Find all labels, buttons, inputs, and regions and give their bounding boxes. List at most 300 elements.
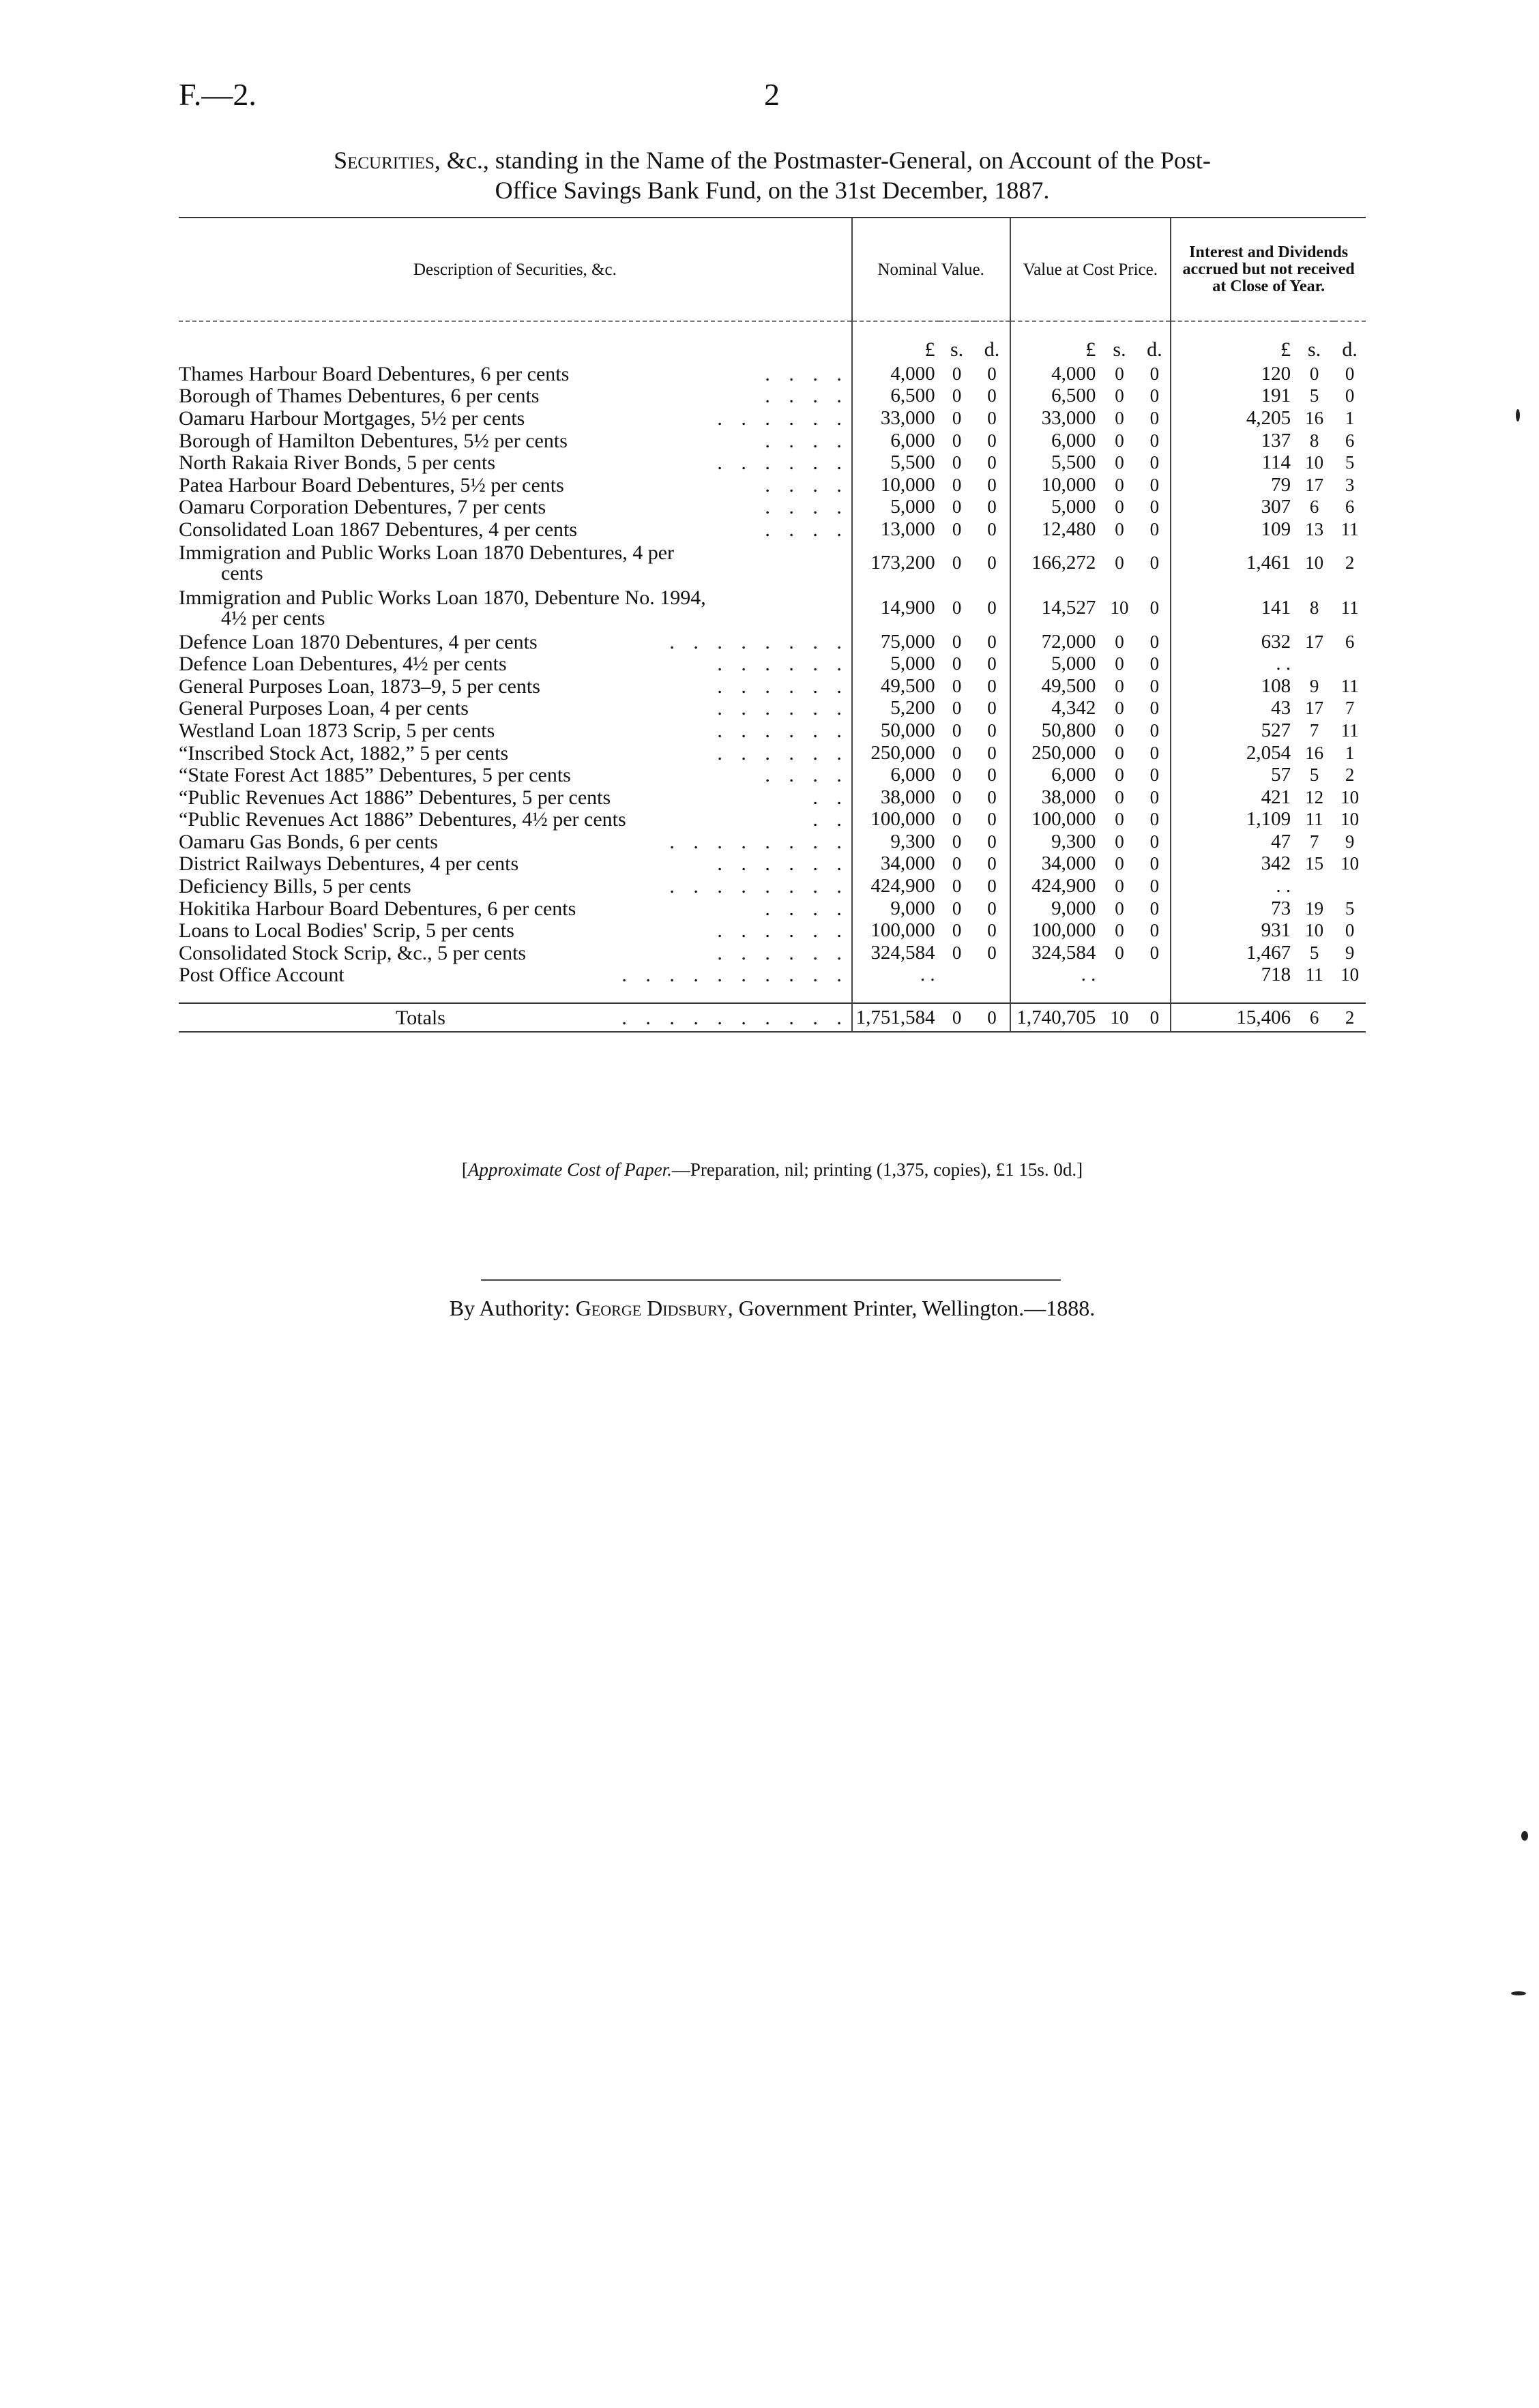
- leader-dots: . . . .: [765, 429, 849, 452]
- totals-row: [179, 1003, 1366, 1032]
- interest-pence: 2: [1345, 552, 1355, 574]
- interest-shillings: 16: [1305, 742, 1324, 763]
- title-rest: , &c., standing in the Name of the Postmaster-General, on Account of the Post-: [434, 147, 1211, 174]
- leader-dots: . . . . . .: [717, 719, 849, 742]
- interest-shillings: 11: [1305, 809, 1323, 830]
- table-row: [179, 407, 1366, 430]
- nominal-pounds: 49,500: [852, 675, 939, 698]
- authority-suffix: , Government Printer, Wellington.—1888.: [727, 1296, 1096, 1320]
- interest-pounds: 57: [1171, 764, 1295, 786]
- nominal-pounds: 13,000: [852, 518, 939, 541]
- nominal-shillings: 0: [952, 474, 962, 495]
- unit-pence: d.: [1147, 338, 1162, 361]
- unit-pounds: £: [852, 321, 939, 363]
- cost-pence: 0: [1149, 831, 1160, 852]
- spacer-cell: [179, 986, 852, 1003]
- leader-dots: . . . . . .: [717, 852, 849, 876]
- interest-pounds: 4,205: [1171, 407, 1295, 430]
- nominal-pence: 0: [987, 698, 997, 719]
- cost-pence: 0: [1149, 552, 1160, 574]
- security-description: [179, 786, 852, 809]
- nominal-shillings: 0: [952, 764, 962, 786]
- interest-pence: 10: [1340, 809, 1360, 830]
- cost-pence: 0: [1149, 698, 1160, 719]
- nominal-pence: 0: [987, 430, 997, 451]
- interest-shillings: 8: [1309, 597, 1319, 619]
- unit-pounds: £: [1171, 321, 1295, 363]
- security-description: [179, 474, 852, 496]
- cost-pounds: 6,500: [1010, 385, 1100, 408]
- security-description: [179, 875, 852, 897]
- nominal-pence: 0: [987, 597, 997, 619]
- table-row: [179, 496, 1366, 519]
- interest-pounds: 108: [1171, 675, 1295, 698]
- cost-pounds: 250,000: [1010, 742, 1100, 764]
- cost-shillings: 0: [1115, 876, 1124, 897]
- cost-pounds: 424,900: [1010, 875, 1100, 897]
- nominal-pence: 0: [987, 675, 997, 696]
- interest-pence: 11: [1340, 675, 1359, 696]
- cost-pounds: 5,500: [1010, 451, 1100, 474]
- cost-shillings: 10: [1100, 1003, 1139, 1032]
- nominal-pounds: 6,000: [852, 430, 939, 452]
- nominal-shillings: 0: [952, 430, 962, 451]
- cost-pounds: 33,000: [1010, 407, 1100, 430]
- interest-pounds: 73: [1171, 897, 1295, 920]
- nominal-shillings: 0: [952, 942, 962, 963]
- nominal-pence: 0: [987, 496, 997, 518]
- interest-shillings: 5: [1309, 942, 1319, 963]
- leader-dots: . . . . . .: [717, 941, 849, 964]
- cost-shillings: 0: [1115, 653, 1124, 674]
- cost-pounds: 100,000: [1010, 809, 1100, 831]
- description-text: “State Forest Act 1885” Debentures, 5 per cents: [179, 764, 571, 787]
- nominal-pence: 0: [987, 385, 997, 406]
- nominal-shillings: 0: [952, 385, 962, 406]
- interest-pence: 0: [1345, 920, 1355, 941]
- nominal-pence: 0: [987, 831, 997, 852]
- interest-shillings: 13: [1305, 518, 1324, 539]
- nominal-pence: 0: [987, 474, 997, 495]
- table-row: [179, 385, 1366, 408]
- nominal-pounds: 6,500: [852, 385, 939, 408]
- security-description: [179, 764, 852, 786]
- security-description: [179, 541, 852, 586]
- nominal-shillings: 0: [952, 675, 962, 696]
- security-description: [179, 853, 852, 876]
- cost-pence: 0: [1149, 920, 1160, 941]
- interest-pence: 11: [1340, 719, 1359, 741]
- interest-pounds: 931: [1171, 919, 1295, 942]
- interest-pounds: 47: [1171, 831, 1295, 853]
- cost-pence: 0: [1149, 407, 1160, 428]
- nominal-pounds: 75,000: [852, 631, 939, 653]
- interest-pounds: 527: [1171, 719, 1295, 742]
- nominal-pounds: 100,000: [852, 919, 939, 942]
- nominal-pence: [975, 964, 1010, 987]
- description-text: Defence Loan 1870 Debentures, 4 per cents: [179, 630, 538, 653]
- interest-pounds: 191: [1171, 385, 1295, 408]
- nominal-pence: 0: [987, 653, 997, 674]
- description-text: Borough of Thames Debentures, 6 per cents: [179, 385, 540, 408]
- header-interest: Interest and Dividends accrued but not received at Close of Year.: [1171, 218, 1366, 321]
- nominal-shillings: 0: [952, 897, 962, 919]
- nominal-shillings: [939, 964, 975, 987]
- nominal-pence: 0: [987, 853, 997, 874]
- cost-shillings: 0: [1115, 742, 1124, 763]
- unit-shillings: s.: [950, 338, 964, 361]
- cost-note-text: —Preparation, nil; printing (1,375, copies), £1 15s. 0d.: [671, 1159, 1077, 1180]
- nominal-pounds: 4,000: [852, 363, 939, 385]
- nominal-pence: 0: [987, 452, 997, 473]
- description-text: Oamaru Corporation Debentures, 7 per cents: [179, 496, 546, 519]
- cost-pence: 0: [1149, 597, 1160, 619]
- nominal-pounds: 324,584: [852, 942, 939, 964]
- leader-dots: . . . .: [765, 897, 849, 920]
- cost-shillings: 0: [1115, 764, 1124, 786]
- interest-pounds: 141: [1171, 586, 1295, 631]
- spacer-cell: [1100, 986, 1139, 1003]
- description-text: “Public Revenues Act 1886” Debentures, 4½ per cents: [179, 808, 626, 831]
- description-text: Consolidated Loan 1867 Debentures, 4 per cents: [179, 518, 578, 541]
- table-row: [179, 541, 1366, 586]
- cost-shillings: 0: [1115, 942, 1124, 963]
- unit-pence: d.: [1342, 338, 1358, 361]
- interest-shillings: 5: [1309, 385, 1319, 406]
- cost-pence: 0: [1149, 742, 1160, 763]
- nominal-pence: 0: [975, 1003, 1010, 1032]
- description-text: Patea Harbour Board Debentures, 5½ per cents: [179, 473, 564, 496]
- cost-shillings: 0: [1115, 920, 1124, 941]
- cost-pence: 0: [1149, 853, 1160, 874]
- description-continuation: 4½ per cents: [221, 606, 325, 629]
- leader-dots: . . . . . . . .: [669, 630, 849, 653]
- security-description: [179, 631, 852, 653]
- security-description: [179, 363, 852, 385]
- scan-speck: [1516, 409, 1520, 421]
- nominal-shillings: 0: [952, 407, 962, 428]
- interest-pounds: 342: [1171, 853, 1295, 876]
- interest-pence: 1: [1345, 407, 1355, 428]
- cost-pence: 0: [1149, 653, 1160, 674]
- description-text: Thames Harbour Board Debentures, 6 per cents: [179, 362, 570, 385]
- nominal-shillings: 0: [952, 786, 962, 807]
- nominal-pence: 0: [987, 363, 997, 384]
- description-text: North Rakaia River Bonds, 5 per cents: [179, 451, 496, 475]
- cost-shillings: 0: [1115, 552, 1124, 574]
- description-text: General Purposes Loan, 1873–9, 5 per cents: [179, 674, 540, 698]
- leader-dots: . . . .: [765, 518, 849, 541]
- leader-dots: . . . .: [765, 764, 849, 787]
- nominal-shillings: 0: [952, 920, 962, 941]
- cost-pence: 0: [1149, 430, 1160, 451]
- interest-pence: 11: [1340, 597, 1359, 619]
- nominal-shillings: 0: [952, 742, 962, 763]
- nominal-pounds: 10,000: [852, 474, 939, 496]
- cost-pounds: 49,500: [1010, 675, 1100, 698]
- interest-pence: [1334, 653, 1366, 675]
- table-row: [179, 653, 1366, 675]
- description-continuation: cents: [221, 561, 263, 584]
- interest-pounds: 1,461: [1171, 541, 1295, 586]
- cost-pence: 0: [1149, 452, 1160, 473]
- nominal-shillings: 0: [952, 597, 962, 619]
- nominal-shillings: 0: [952, 552, 962, 574]
- cost-pounds: 14,527: [1010, 586, 1100, 631]
- interest-pence: 6: [1345, 430, 1355, 451]
- nominal-pounds: 250,000: [852, 742, 939, 764]
- leader-dots: . . . . . .: [717, 919, 849, 942]
- nominal-pence: 0: [987, 942, 997, 963]
- interest-shillings: 10: [1305, 920, 1324, 941]
- description-text: Defence Loan Debentures, 4½ per cents: [179, 653, 507, 676]
- interest-shillings: 17: [1305, 698, 1324, 719]
- table-row: [179, 518, 1366, 541]
- table-row: [179, 897, 1366, 920]
- nominal-pounds: 1,751,584: [852, 1003, 939, 1032]
- cost-pence: [1139, 964, 1171, 987]
- cost-pence: 0: [1149, 942, 1160, 963]
- security-description: [179, 831, 852, 853]
- description-text: Oamaru Harbour Mortgages, 5½ per cents: [179, 406, 525, 430]
- interest-pounds: 307: [1171, 496, 1295, 519]
- interest-shillings: 5: [1309, 764, 1319, 786]
- leader-dots: . .: [812, 808, 849, 831]
- leader-dots: . . . . . .: [717, 741, 849, 764]
- interest-shillings: 19: [1305, 897, 1324, 919]
- nominal-pence: 0: [987, 742, 997, 763]
- description-text: Deficiency Bills, 5 per cents: [179, 875, 411, 898]
- cost-pence: 0: [1149, 876, 1160, 897]
- security-description: [179, 942, 852, 964]
- table-row: [179, 698, 1366, 720]
- security-description: [179, 653, 852, 675]
- cost-pounds: 6,000: [1010, 764, 1100, 786]
- interest-pounds: 421: [1171, 786, 1295, 809]
- table-row: [179, 831, 1366, 853]
- interest-pence: 5: [1345, 452, 1355, 473]
- security-description: [179, 518, 852, 541]
- nominal-shillings: 0: [952, 518, 962, 539]
- unit-shillings: s.: [1308, 338, 1321, 361]
- securities-table: [179, 217, 1366, 1033]
- leader-dots: . . . .: [765, 496, 849, 519]
- table-row: [179, 719, 1366, 742]
- cost-shillings: 0: [1115, 786, 1124, 807]
- scan-speck: [1521, 1831, 1528, 1841]
- interest-pounds: 137: [1171, 430, 1295, 452]
- table-row: [179, 919, 1366, 942]
- interest-pence: 10: [1340, 964, 1360, 985]
- interest-shillings: 15: [1305, 853, 1324, 874]
- cost-pence: 0: [1149, 385, 1160, 406]
- cost-pounds: 38,000: [1010, 786, 1100, 809]
- cost-shillings: 0: [1115, 809, 1124, 830]
- cost-pence: 0: [1149, 675, 1160, 696]
- leader-dots: . . . . . . . .: [669, 830, 849, 853]
- units-row: [179, 321, 1366, 363]
- nominal-pounds: 34,000: [852, 853, 939, 876]
- nominal-pence: 0: [987, 809, 997, 830]
- nominal-pounds: 5,500: [852, 451, 939, 474]
- cost-pence: 0: [1149, 764, 1160, 786]
- table-body: [179, 321, 1366, 1032]
- interest-pounds: . .: [1171, 875, 1295, 897]
- description-text: Immigration and Public Works Loan 1870, Debenture No. 1994,: [179, 586, 706, 609]
- security-description: [179, 719, 852, 742]
- interest-pence: 0: [1345, 385, 1355, 406]
- cost-pence: 0: [1149, 631, 1160, 652]
- table-row: [179, 675, 1366, 698]
- interest-pence: 9: [1345, 831, 1355, 852]
- nominal-shillings: 0: [952, 653, 962, 674]
- cost-shillings: 0: [1115, 363, 1124, 384]
- leader-dots: . . . . . .: [717, 653, 849, 676]
- cost-pence: 0: [1149, 719, 1160, 741]
- interest-pounds: 43: [1171, 698, 1295, 720]
- cost-shillings: 0: [1115, 698, 1124, 719]
- interest-pence: 6: [1345, 631, 1355, 652]
- security-description: [179, 964, 852, 987]
- interest-pence: 10: [1340, 786, 1360, 807]
- nominal-pence: 0: [987, 719, 997, 741]
- cost-pence: 0: [1149, 897, 1160, 919]
- cost-pence: 0: [1149, 518, 1160, 539]
- table-row: [179, 363, 1366, 385]
- table-row: [179, 742, 1366, 764]
- interest-pence: 9: [1345, 942, 1355, 963]
- security-description: [179, 742, 852, 764]
- interest-shillings: 6: [1295, 1003, 1334, 1032]
- leader-dots: . . . .: [765, 385, 849, 408]
- security-description: [179, 385, 852, 408]
- cost-shillings: 0: [1115, 496, 1124, 518]
- interest-pounds: 114: [1171, 451, 1295, 474]
- cost-note-label: Approximate Cost of Paper.: [467, 1159, 672, 1180]
- cost-pounds: 72,000: [1010, 631, 1100, 653]
- interest-shillings: 7: [1309, 831, 1319, 852]
- nominal-pence: 0: [987, 876, 997, 897]
- table-row: [179, 474, 1366, 496]
- units-blank: [179, 321, 852, 363]
- title-line2: Office Savings Bank Fund, on the 31st December, 1887.: [495, 177, 1050, 204]
- header-description: Description of Securities, &c.: [179, 218, 852, 321]
- cost-pence: 0: [1149, 786, 1160, 807]
- cost-pounds: 10,000: [1010, 474, 1100, 496]
- nominal-shillings: 0: [952, 631, 962, 652]
- interest-pounds: 109: [1171, 518, 1295, 541]
- cost-pence: 0: [1149, 363, 1160, 384]
- cost-pence: 0: [1149, 809, 1160, 830]
- cost-shillings: 0: [1115, 474, 1124, 495]
- paper-reference: F.—2.: [179, 77, 256, 112]
- authority-prefix: By Authority:: [449, 1296, 576, 1320]
- security-description: [179, 897, 852, 920]
- interest-pence: 11: [1340, 518, 1359, 539]
- spacer-cell: [1171, 986, 1295, 1003]
- nominal-pounds: 5,000: [852, 653, 939, 675]
- interest-pounds: 632: [1171, 631, 1295, 653]
- nominal-shillings: 0: [952, 496, 962, 518]
- nominal-shillings: 0: [952, 809, 962, 830]
- cost-pounds: 4,342: [1010, 698, 1100, 720]
- cost-pounds: 5,000: [1010, 653, 1100, 675]
- unit-pounds: £: [1010, 321, 1100, 363]
- interest-shillings: 11: [1305, 964, 1323, 985]
- cost-pounds: 9,300: [1010, 831, 1100, 853]
- spacer-row: [179, 986, 1366, 1003]
- nominal-pounds: 5,000: [852, 496, 939, 519]
- header-cost-value: Value at Cost Price.: [1010, 218, 1171, 321]
- nominal-pounds: 9,300: [852, 831, 939, 853]
- nominal-shillings: 0: [952, 853, 962, 874]
- unit-shillings: s.: [1113, 338, 1126, 361]
- leader-dots: . . . . . . . . . .: [621, 1006, 849, 1029]
- security-description: [179, 1003, 852, 1032]
- cost-shillings: [1100, 964, 1139, 987]
- spacer-cell: [1010, 986, 1100, 1003]
- scan-speck: [1511, 1991, 1526, 1995]
- description-text: Westland Loan 1873 Scrip, 5 per cents: [179, 719, 495, 742]
- cost-pounds: 100,000: [1010, 919, 1100, 942]
- nominal-shillings: 0: [952, 452, 962, 473]
- cost-pounds: 6,000: [1010, 430, 1100, 452]
- cost-shillings: 0: [1115, 407, 1124, 428]
- cost-shillings: 10: [1110, 597, 1129, 619]
- description-text: District Railways Debentures, 4 per cents: [179, 852, 519, 876]
- nominal-pounds: 173,200: [852, 541, 939, 586]
- interest-pence: 5: [1345, 897, 1355, 919]
- interest-pence: [1334, 875, 1366, 897]
- leader-dots: . .: [812, 786, 849, 809]
- table-row: [179, 430, 1366, 452]
- spacer-cell: [1334, 986, 1366, 1003]
- spacer-cell: [852, 986, 939, 1003]
- interest-shillings: 17: [1305, 474, 1324, 495]
- security-description: [179, 586, 852, 631]
- cost-shillings: 0: [1115, 452, 1124, 473]
- leader-dots: . . . . . .: [717, 674, 849, 698]
- unit-pence: d.: [984, 338, 1000, 361]
- nominal-pounds: 100,000: [852, 809, 939, 831]
- cost-pounds: . .: [1010, 964, 1100, 987]
- cost-pounds: 34,000: [1010, 853, 1100, 876]
- nominal-shillings: 0: [952, 831, 962, 852]
- interest-shillings: 10: [1305, 452, 1324, 473]
- nominal-shillings: 0: [952, 719, 962, 741]
- security-description: [179, 698, 852, 720]
- spacer-cell: [1139, 986, 1171, 1003]
- security-description: [179, 430, 852, 452]
- cost-shillings: 0: [1115, 897, 1124, 919]
- cost-pounds: 9,000: [1010, 897, 1100, 920]
- interest-shillings: 7: [1309, 719, 1319, 741]
- nominal-pence: 0: [987, 897, 997, 919]
- leader-dots: . . . . . .: [717, 451, 849, 475]
- interest-shillings: 0: [1309, 363, 1319, 384]
- nominal-pounds: . .: [852, 964, 939, 987]
- table-row: [179, 964, 1366, 987]
- table-row: [179, 631, 1366, 653]
- cost-pence: 0: [1149, 496, 1160, 518]
- nominal-pounds: 6,000: [852, 764, 939, 786]
- cost-shillings: 0: [1115, 430, 1124, 451]
- printer-authority: [179, 1296, 1366, 1321]
- nominal-shillings: 0: [952, 698, 962, 719]
- interest-pence: 7: [1345, 698, 1355, 719]
- cost-shillings: 0: [1115, 853, 1124, 874]
- leader-dots: . . . . . . . . . .: [621, 964, 849, 987]
